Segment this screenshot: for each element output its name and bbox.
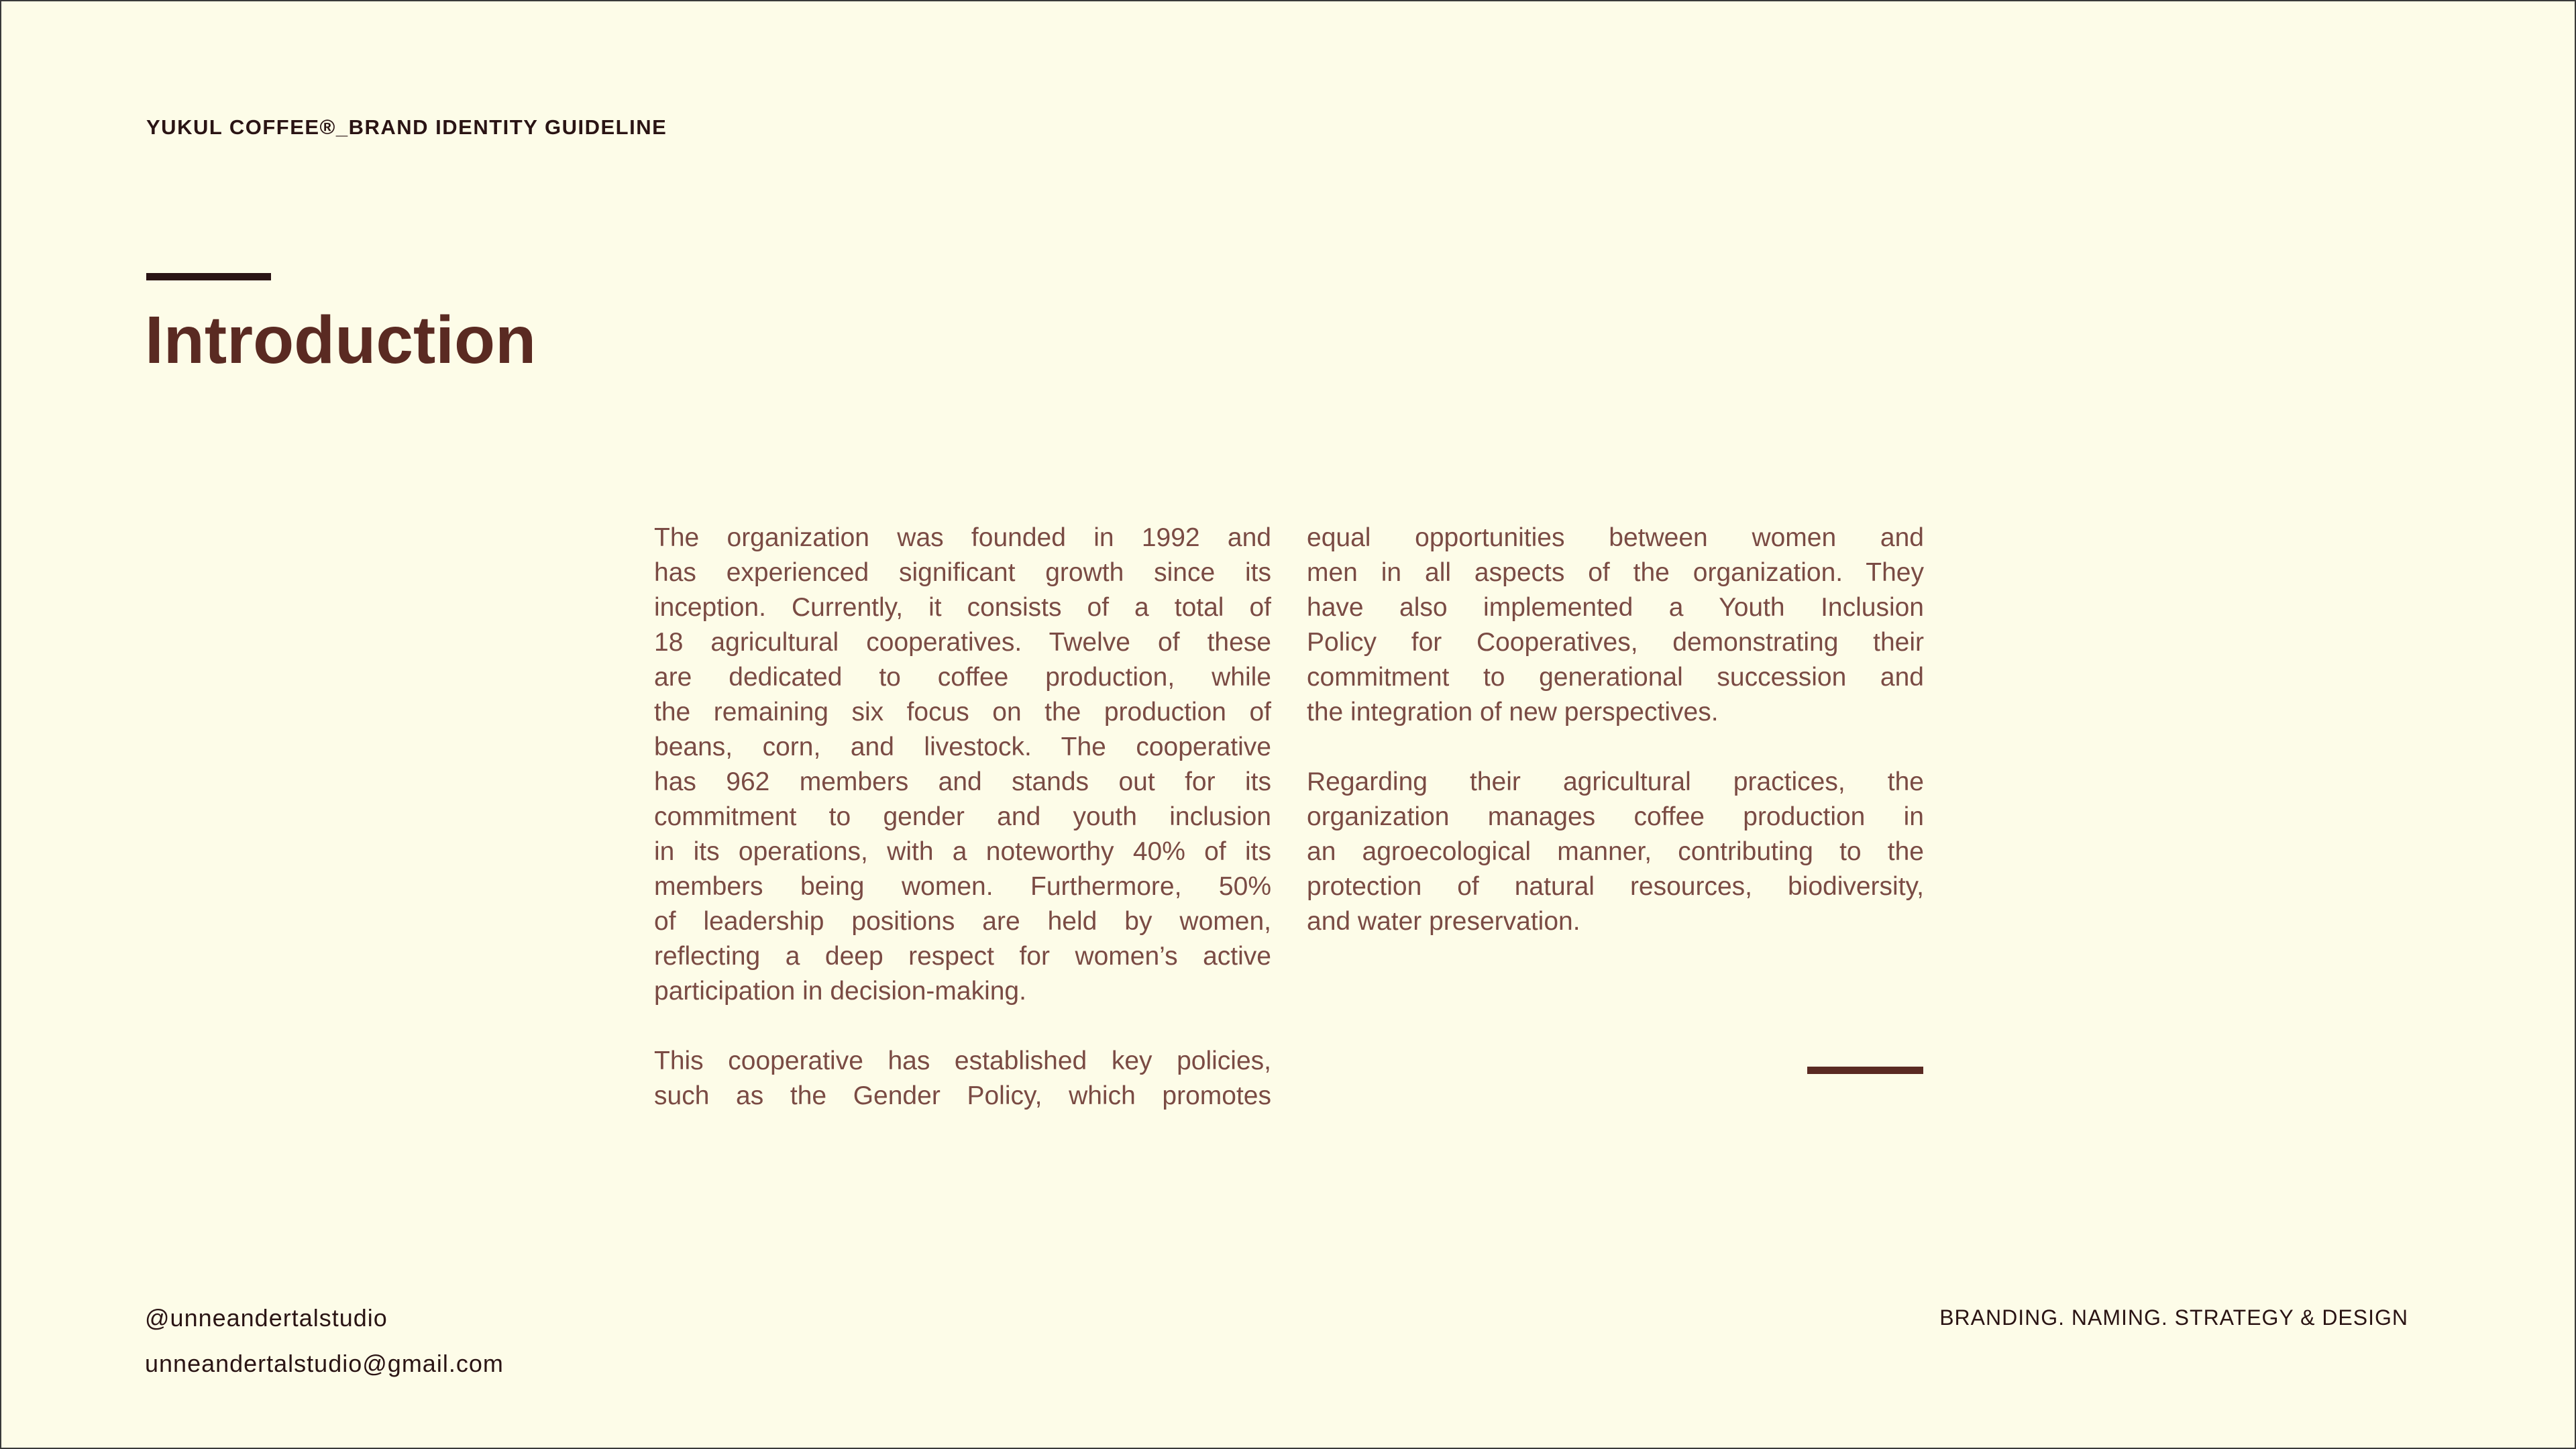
contact-email[interactable]: unneandertalstudio@gmail.com	[145, 1350, 504, 1377]
text-line: an agroecological manner, contributing to the	[1307, 837, 1924, 866]
text-line: organization manages coffee production in	[1307, 802, 1924, 831]
paragraph	[1307, 765, 1924, 939]
services-tagline: BRANDING. NAMING. STRATEGY & DESIGN	[1939, 1305, 2408, 1330]
text-line: This cooperative has established key policies,	[654, 1046, 1271, 1075]
text-line: are dedicated to coffee production, while	[654, 663, 1271, 692]
social-handle[interactable]: @unneandertalstudio	[145, 1304, 388, 1332]
text-line: has 962 members and stands out for its	[654, 767, 1271, 796]
text-line: reflecting a deep respect for women’s active	[654, 942, 1271, 971]
body-column-2	[1307, 521, 1924, 939]
paragraph	[654, 1044, 1271, 1114]
paragraph	[1307, 521, 1924, 730]
body-column-1	[654, 521, 1271, 1114]
text-line: 18 agricultural cooperatives. Twelve of these	[654, 628, 1271, 657]
text-line: protection of natural resources, biodiversity,	[1307, 872, 1924, 901]
text-line: in its operations, with a noteworthy 40% of its	[654, 837, 1271, 866]
text-line: commitment to gender and youth inclusion	[654, 802, 1271, 831]
text-line: Policy for Cooperatives, demonstrating their	[1307, 628, 1924, 657]
text-line: the integration of new perspectives.	[1307, 698, 1719, 727]
text-line: and water preservation.	[1307, 907, 1580, 936]
text-line: of leadership positions are held by women,	[654, 907, 1271, 936]
heading-accent-bar	[146, 273, 271, 280]
closing-accent-bar	[1807, 1067, 1923, 1074]
text-line: the remaining six focus on the production of	[654, 698, 1271, 727]
text-line: participation in decision-making.	[654, 977, 1026, 1006]
paragraph	[654, 521, 1271, 1009]
text-line: such as the Gender Policy, which promotes	[654, 1081, 1271, 1110]
text-line: equal opportunities between women and	[1307, 523, 1924, 552]
page-title: Introduction	[145, 303, 537, 378]
text-line: beans, corn, and livestock. The cooperative	[654, 733, 1271, 761]
text-line: inception. Currently, it consists of a total of	[654, 593, 1271, 622]
text-line: has experienced significant growth since its	[654, 558, 1271, 587]
text-line: men in all aspects of the organization. They	[1307, 558, 1924, 587]
text-line: The organization was founded in 1992 and	[654, 523, 1271, 552]
text-line: members being women. Furthermore, 50%	[654, 872, 1271, 901]
text-line: have also implemented a Youth Inclusion	[1307, 593, 1924, 622]
text-line: commitment to generational succession and	[1307, 663, 1924, 692]
document-header-title: YUKUL COFFEE®_BRAND IDENTITY GUIDELINE	[146, 115, 667, 139]
text-line: Regarding their agricultural practices, the	[1307, 767, 1924, 796]
